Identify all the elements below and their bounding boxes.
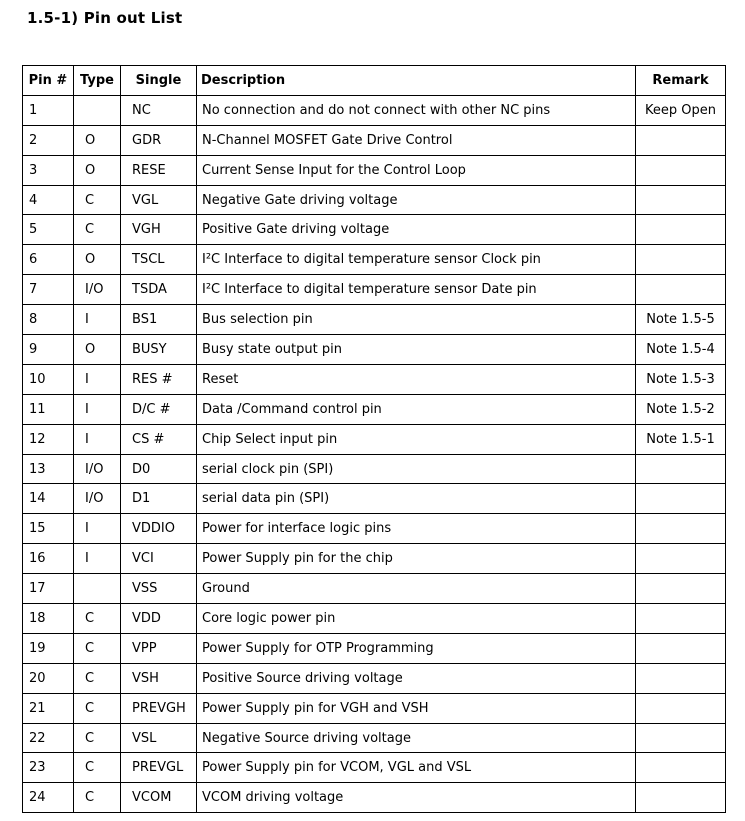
cell-type <box>74 574 121 604</box>
cell-description: I²C Interface to digital temperature sensor Date pin <box>197 275 636 305</box>
cell-remark <box>636 185 726 215</box>
table-row <box>23 305 726 335</box>
column-header-remark: Remark <box>636 66 726 96</box>
column-header-type: Type <box>74 66 121 96</box>
cell-description: N-Channel MOSFET Gate Drive Control <box>197 125 636 155</box>
cell-remark: Keep Open <box>636 95 726 125</box>
cell-description: Ground <box>197 574 636 604</box>
cell-description: No connection and do not connect with other NC pins <box>197 95 636 125</box>
cell-description: Negative Gate driving voltage <box>197 185 636 215</box>
cell-single: PREVGL <box>121 753 197 783</box>
cell-single: VDD <box>121 604 197 634</box>
cell-type: C <box>74 783 121 813</box>
cell-description: Negative Source driving voltage <box>197 723 636 753</box>
cell-single: TSDA <box>121 275 197 305</box>
cell-description: Chip Select input pin <box>197 424 636 454</box>
cell-remark <box>636 275 726 305</box>
cell-remark <box>636 484 726 514</box>
cell-type: O <box>74 125 121 155</box>
cell-single: BUSY <box>121 335 197 365</box>
cell-type: C <box>74 663 121 693</box>
cell-type: O <box>74 155 121 185</box>
cell-pin-number: 1 <box>23 95 74 125</box>
table-row <box>23 574 726 604</box>
cell-single: D/C # <box>121 394 197 424</box>
cell-description: I²C Interface to digital temperature sensor Clock pin <box>197 245 636 275</box>
cell-type: C <box>74 633 121 663</box>
cell-remark: Note 1.5-5 <box>636 305 726 335</box>
cell-type: C <box>74 185 121 215</box>
cell-single: VDDIO <box>121 514 197 544</box>
cell-type: I <box>74 364 121 394</box>
cell-pin-number: 18 <box>23 604 74 634</box>
cell-remark <box>636 693 726 723</box>
cell-single: VSS <box>121 574 197 604</box>
cell-pin-number: 7 <box>23 275 74 305</box>
table-header-row <box>23 66 726 96</box>
cell-remark <box>636 753 726 783</box>
pinout-table-body <box>23 95 726 812</box>
cell-single: NC <box>121 95 197 125</box>
cell-single: GDR <box>121 125 197 155</box>
cell-description: Core logic power pin <box>197 604 636 634</box>
table-row <box>23 544 726 574</box>
cell-description: Power Supply pin for VGH and VSH <box>197 693 636 723</box>
cell-single: VCOM <box>121 783 197 813</box>
cell-pin-number: 17 <box>23 574 74 604</box>
cell-single: CS # <box>121 424 197 454</box>
cell-description: VCOM driving voltage <box>197 783 636 813</box>
cell-remark: Note 1.5-2 <box>636 394 726 424</box>
cell-description: Power Supply pin for VCOM, VGL and VSL <box>197 753 636 783</box>
cell-type: O <box>74 335 121 365</box>
table-row <box>23 663 726 693</box>
table-row <box>23 753 726 783</box>
cell-remark <box>636 783 726 813</box>
cell-type <box>74 95 121 125</box>
cell-single: D0 <box>121 454 197 484</box>
page-title: 1.5-1) Pin out List <box>27 9 183 27</box>
cell-type: C <box>74 753 121 783</box>
cell-description: Power Supply pin for the chip <box>197 544 636 574</box>
cell-pin-number: 4 <box>23 185 74 215</box>
cell-remark <box>636 155 726 185</box>
cell-description: Data /Command control pin <box>197 394 636 424</box>
cell-description: serial data pin (SPI) <box>197 484 636 514</box>
cell-type: O <box>74 245 121 275</box>
cell-remark <box>636 125 726 155</box>
cell-description: Reset <box>197 364 636 394</box>
cell-type: I/O <box>74 275 121 305</box>
cell-type: I/O <box>74 484 121 514</box>
cell-type: C <box>74 723 121 753</box>
cell-pin-number: 5 <box>23 215 74 245</box>
table-row <box>23 633 726 663</box>
table-row <box>23 484 726 514</box>
table-row <box>23 514 726 544</box>
cell-description: Bus selection pin <box>197 305 636 335</box>
cell-single: RES # <box>121 364 197 394</box>
cell-remark <box>636 633 726 663</box>
table-row <box>23 693 726 723</box>
table-row <box>23 275 726 305</box>
cell-pin-number: 8 <box>23 305 74 335</box>
cell-pin-number: 10 <box>23 364 74 394</box>
cell-type: I <box>74 394 121 424</box>
table-row <box>23 125 726 155</box>
cell-single: VGH <box>121 215 197 245</box>
table-row <box>23 424 726 454</box>
cell-description: Power Supply for OTP Programming <box>197 633 636 663</box>
table-row <box>23 185 726 215</box>
cell-single: VPP <box>121 633 197 663</box>
cell-remark <box>636 574 726 604</box>
cell-description: Current Sense Input for the Control Loop <box>197 155 636 185</box>
cell-single: D1 <box>121 484 197 514</box>
cell-pin-number: 20 <box>23 663 74 693</box>
cell-type: C <box>74 604 121 634</box>
cell-pin-number: 3 <box>23 155 74 185</box>
cell-single: RESE <box>121 155 197 185</box>
cell-remark <box>636 215 726 245</box>
pinout-table <box>22 65 726 813</box>
cell-type: I/O <box>74 454 121 484</box>
cell-pin-number: 21 <box>23 693 74 723</box>
cell-single: VSH <box>121 663 197 693</box>
table-row <box>23 783 726 813</box>
cell-remark <box>636 723 726 753</box>
cell-pin-number: 15 <box>23 514 74 544</box>
cell-description: Power for interface logic pins <box>197 514 636 544</box>
cell-pin-number: 9 <box>23 335 74 365</box>
cell-remark <box>636 245 726 275</box>
cell-pin-number: 2 <box>23 125 74 155</box>
cell-remark <box>636 544 726 574</box>
cell-remark <box>636 663 726 693</box>
column-header-pin: Pin # <box>23 66 74 96</box>
cell-pin-number: 6 <box>23 245 74 275</box>
cell-single: VCI <box>121 544 197 574</box>
cell-pin-number: 22 <box>23 723 74 753</box>
cell-type: I <box>74 514 121 544</box>
cell-single: PREVGH <box>121 693 197 723</box>
cell-single: VGL <box>121 185 197 215</box>
cell-type: I <box>74 424 121 454</box>
cell-pin-number: 23 <box>23 753 74 783</box>
cell-pin-number: 11 <box>23 394 74 424</box>
table-row <box>23 95 726 125</box>
table-row <box>23 723 726 753</box>
table-row <box>23 215 726 245</box>
cell-pin-number: 19 <box>23 633 74 663</box>
column-header-description: Description <box>197 66 636 96</box>
cell-type: I <box>74 544 121 574</box>
table-row <box>23 604 726 634</box>
table-row <box>23 155 726 185</box>
cell-type: I <box>74 305 121 335</box>
cell-remark: Note 1.5-3 <box>636 364 726 394</box>
cell-description: Positive Gate driving voltage <box>197 215 636 245</box>
cell-type: C <box>74 693 121 723</box>
cell-description: Busy state output pin <box>197 335 636 365</box>
table-row <box>23 364 726 394</box>
cell-description: serial clock pin (SPI) <box>197 454 636 484</box>
column-header-single: Single <box>121 66 197 96</box>
cell-remark <box>636 454 726 484</box>
cell-pin-number: 13 <box>23 454 74 484</box>
cell-single: TSCL <box>121 245 197 275</box>
cell-description: Positive Source driving voltage <box>197 663 636 693</box>
cell-pin-number: 16 <box>23 544 74 574</box>
cell-pin-number: 24 <box>23 783 74 813</box>
cell-remark: Note 1.5-1 <box>636 424 726 454</box>
table-row <box>23 335 726 365</box>
table-row <box>23 394 726 424</box>
cell-pin-number: 12 <box>23 424 74 454</box>
table-row <box>23 454 726 484</box>
cell-single: VSL <box>121 723 197 753</box>
cell-pin-number: 14 <box>23 484 74 514</box>
cell-single: BS1 <box>121 305 197 335</box>
cell-remark <box>636 604 726 634</box>
cell-type: C <box>74 215 121 245</box>
cell-remark <box>636 514 726 544</box>
cell-remark: Note 1.5-4 <box>636 335 726 365</box>
table-row <box>23 245 726 275</box>
